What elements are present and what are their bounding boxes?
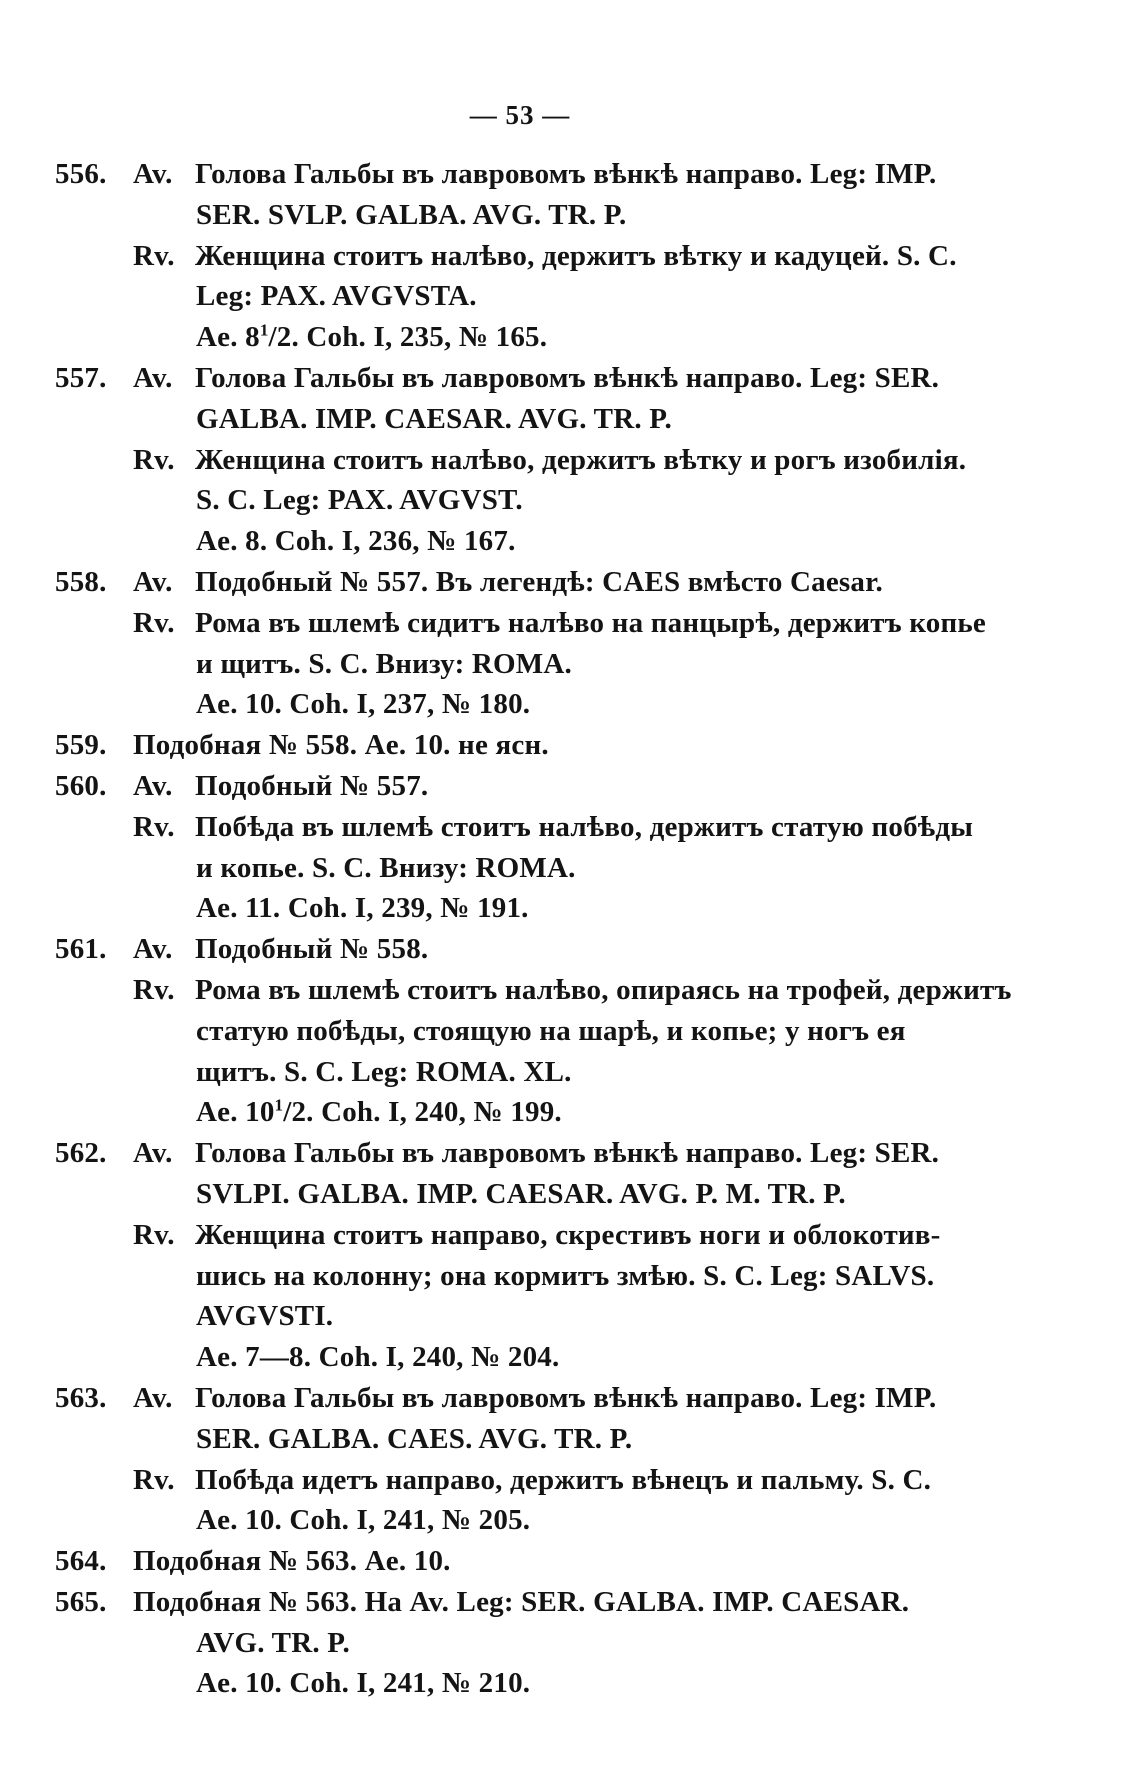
entry-number: 562. bbox=[55, 1137, 107, 1170]
obverse-label: Av. bbox=[133, 933, 173, 966]
obverse-text: Подобный № 558. bbox=[195, 933, 429, 966]
entry-text: AVG. TR. P. bbox=[196, 1626, 350, 1659]
reference-text: Ae. $8^1/2$. Coh. I, 235, № 165. bbox=[196, 320, 548, 354]
entry-text: Подобная № 558. Ae. 10. не ясн. bbox=[133, 729, 549, 762]
reverse-text: и щитъ. S. C. Внизу: ROMA. bbox=[196, 647, 572, 680]
obverse-text: SER. SVLP. GALBA. AVG. TR. P. bbox=[196, 198, 627, 231]
entry-562 bbox=[0, 1133, 1140, 1378]
reverse-text: S. C. Leg: PAX. AVGVST. bbox=[196, 484, 523, 517]
obverse-text: Подобный № 557. bbox=[195, 769, 429, 802]
obverse-text: GALBA. IMP. CAESAR. AVG. TR. P. bbox=[196, 402, 672, 435]
reverse-text: Женщина стоитъ налѣво, держитъ вѣтку и кадуцей. S. C. bbox=[195, 239, 957, 272]
obverse-text: Голова Гальбы въ лавровомъ вѣнкѣ направо. Leg: SER. bbox=[195, 1137, 940, 1170]
reference-text: Ae. 10. Coh. I, 237, № 180. bbox=[196, 688, 531, 721]
reverse-text: Рома въ шлемѣ стоитъ налѣво, опираясь на трофей, держитъ bbox=[195, 973, 1012, 1006]
reference-text: Ae. 10. Coh. I, 241, № 210. bbox=[196, 1667, 531, 1700]
entry-number: 560. bbox=[55, 769, 107, 802]
entry-number: 556. bbox=[55, 158, 107, 190]
reverse-label: Rv. bbox=[133, 1218, 175, 1251]
reverse-label: Rv. bbox=[133, 443, 175, 476]
obverse-text: SER. GALBA. CAES. AVG. TR. P. bbox=[196, 1422, 633, 1455]
reference-text: Ae. $10^1/2$. Coh. I, 240, № 199. bbox=[196, 1095, 562, 1129]
reference-text: Ae. 10. Coh. I, 241, № 205. bbox=[196, 1504, 531, 1537]
reverse-text: Рома въ шлемѣ сидитъ налѣво на панцырѣ, держитъ копье bbox=[195, 606, 986, 639]
entry-text: Подобная № 563. На Av. Leg: SER. GALBA. IMP. CAESAR. bbox=[133, 1585, 910, 1618]
reverse-label: Rv. bbox=[133, 1463, 175, 1496]
obverse-label: Av. bbox=[133, 769, 173, 802]
reverse-text: шись на колонну; она кормитъ змѣю. S. C. Leg: SALVS. bbox=[196, 1259, 935, 1292]
reference-text: Ae. 11. Coh. I, 239, № 191. bbox=[196, 892, 529, 925]
entry-text: Подобная № 563. Ae. 10. bbox=[133, 1545, 451, 1578]
obverse-label: Av. bbox=[133, 1137, 173, 1170]
reverse-text: щитъ. S. C. Leg: ROMA. XL. bbox=[196, 1055, 572, 1088]
entry-560 bbox=[0, 766, 1140, 929]
entry-563 bbox=[0, 1378, 1140, 1541]
obverse-text: SVLPI. GALBA. IMP. CAESAR. AVG. P. M. TR. P. bbox=[196, 1177, 846, 1210]
coin-entries-list bbox=[0, 154, 1140, 1704]
obverse-label: Av. bbox=[133, 361, 173, 394]
entry-556 bbox=[0, 154, 1140, 358]
obverse-text: Голова Гальбы въ лавровомъ вѣнкѣ направо. Leg: IMP. bbox=[195, 1381, 937, 1414]
entry-557 bbox=[0, 358, 1140, 562]
entry-number: 559. bbox=[55, 729, 107, 762]
reverse-label: Rv. bbox=[133, 606, 175, 639]
reverse-text: и копье. S. C. Внизу: ROMA. bbox=[196, 851, 576, 884]
entry-558 bbox=[0, 562, 1140, 725]
entry-number: 565. bbox=[55, 1585, 107, 1618]
reference-text: Ae. 8. Coh. I, 236, № 167. bbox=[196, 525, 516, 558]
reverse-text: Побѣда идетъ направо, держитъ вѣнецъ и пальму. S. C. bbox=[195, 1463, 932, 1496]
entry-number: 557. bbox=[55, 361, 107, 394]
entry-559 bbox=[0, 725, 1140, 766]
reverse-text: статую побѣды, стоящую на шарѣ, и копье; у ногъ ея bbox=[196, 1014, 906, 1047]
reverse-text: AVGVSTI. bbox=[196, 1300, 334, 1333]
reverse-text: Побѣда въ шлемѣ стоитъ налѣво, держитъ статую побѣды bbox=[195, 810, 974, 843]
entry-561 bbox=[0, 929, 1140, 1133]
entry-number: 561. bbox=[55, 933, 107, 966]
entry-number: 564. bbox=[55, 1545, 107, 1578]
reference-text: Ae. 7—8. Coh. I, 240, № 204. bbox=[196, 1341, 560, 1374]
obverse-label: Av. bbox=[133, 1381, 173, 1414]
obverse-label: Av. bbox=[133, 565, 173, 598]
obverse-text: Голова Гальбы въ лавровомъ вѣнкѣ направо. Leg: SER. bbox=[195, 361, 940, 394]
entry-565 bbox=[0, 1582, 1140, 1704]
entry-number: 558. bbox=[55, 565, 107, 598]
obverse-text: Голова Гальбы въ лавровомъ вѣнкѣ направо. Leg: IMP. bbox=[195, 158, 937, 190]
entry-564 bbox=[0, 1541, 1140, 1582]
reverse-text: Женщина стоитъ налѣво, держитъ вѣтку и рогъ изобилія. bbox=[195, 443, 967, 476]
reverse-label: Rv. bbox=[133, 810, 175, 843]
obverse-label: Av. bbox=[133, 158, 173, 190]
reverse-text: Leg: PAX. AVGVSTA. bbox=[196, 280, 477, 313]
reverse-text: Женщина стоитъ направо, скрестивъ ноги и облокотив- bbox=[195, 1218, 941, 1251]
reverse-label: Rv. bbox=[133, 973, 175, 1006]
obverse-text: Подобный № 557. Въ легендѣ: CAES вмѣсто Caesar. bbox=[195, 565, 883, 598]
reverse-label: Rv. bbox=[133, 239, 175, 272]
page-number: — 53 — bbox=[469, 100, 571, 130]
entry-number: 563. bbox=[55, 1381, 107, 1414]
